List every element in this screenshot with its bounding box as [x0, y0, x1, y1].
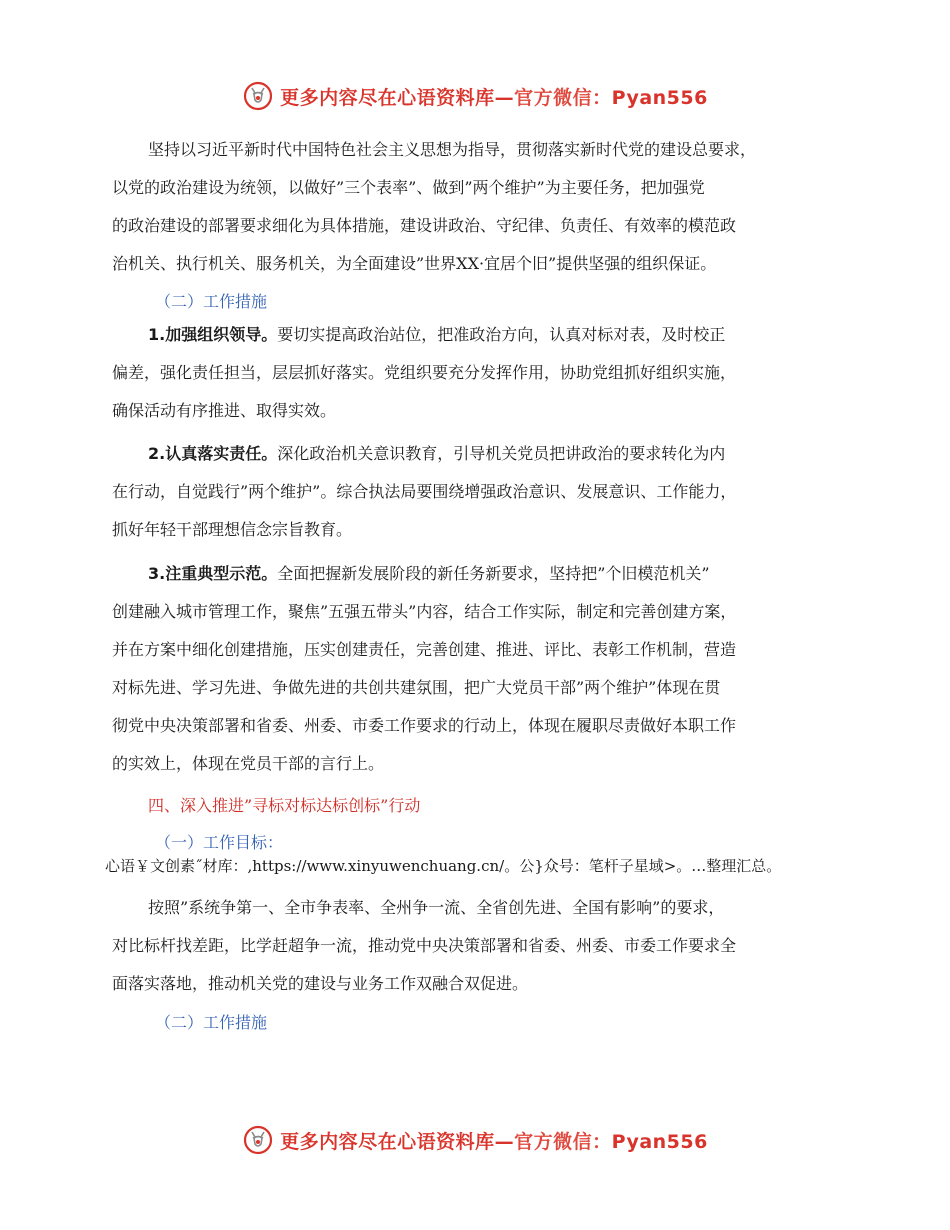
paragraph-line: 彻党中央决策部署和省委、州委、市委工作要求的行动上，体现在履职尽责做好本职工作 — [112, 716, 737, 735]
list-item: 2.认真落实责任。深化政治机关意识教育，引导机关党员把讲政治的要求转化为内 — [148, 444, 726, 463]
paragraph-line: 按照”系统争第一、全市争表率、全州争一流、全省创先进、全国有影响”的要求， — [148, 898, 725, 917]
paragraph-line: 对比标杆找差距，比学赶超争一流，推动党中央决策部署和省委、州委、市委工作要求全 — [112, 936, 737, 955]
paragraph-line: 治机关、执行机关、服务机关，为全面建设”世界XX·宜居个旧”提供坚强的组织保证。 — [112, 254, 717, 273]
section-heading: （二）工作措施 — [155, 292, 268, 311]
section-heading: （一）工作目标： — [155, 833, 284, 852]
paragraph-line: 的实效上，体现在党员干部的言行上。 — [112, 754, 385, 773]
paragraph-line: 的政治建设的部署要求细化为具体措施，建设讲政治、守纪律、负责任、有效率的模范政 — [112, 216, 737, 235]
deer-logo-icon — [242, 80, 274, 112]
paragraph-line: 并在方案中细化创建措施，压实创建责任，完善创建、推进、评比、表彰工作机制，营造 — [112, 640, 737, 659]
source-note: 心语￥文创素˝材库：,https://www.xinyuwenchuang.cn/。公}众号：笔杆子星域>。…整理汇总。 — [105, 857, 782, 875]
list-item: 1.加强组织领导。要切实提高政治站位，把准政治方向，认真对标对表，及时校正 — [148, 325, 726, 344]
paragraph-line: 面落实落地，推动机关党的建设与业务工作双融合双促进。 — [112, 974, 529, 993]
deer-logo-icon — [242, 1124, 274, 1156]
footer-banner — [0, 1120, 950, 1160]
header-banner — [0, 76, 950, 116]
paragraph-line: 抓好年轻干部理想信念宗旨教育。 — [112, 520, 353, 539]
section-heading: 四、深入推进”寻标对标达标创标”行动 — [148, 796, 421, 815]
item-title: 2.认真落实责任。 — [148, 444, 278, 463]
banner-text: 更多内容尽在心语资料库—官方微信：Pyan556 — [280, 1130, 708, 1153]
item-title: 3.注重典型示范。 — [148, 564, 278, 583]
item-title: 1.加强组织领导。 — [148, 325, 278, 344]
paragraph-line: 坚持以习近平新时代中国特色社会主义思想为指导，贯彻落实新时代党的建设总要求， — [148, 140, 757, 159]
paragraph-line: 创建融入城市管理工作，聚焦”五强五带头”内容，结合工作实际，制定和完善创建方案， — [112, 602, 737, 621]
paragraph-line: 对标先进、学习先进、争做先进的共创共建氛围，把广大党员干部”两个维护”体现在贯 — [112, 678, 721, 697]
paragraph-line: 在行动，自觉践行”两个维护”。综合执法局要围绕增强政治意识、发展意识、工作能力， — [112, 482, 737, 501]
banner-text: 更多内容尽在心语资料库—官方微信：Pyan556 — [280, 86, 708, 109]
section-heading: （二）工作措施 — [155, 1013, 268, 1032]
paragraph-line: 以党的政治建设为统领，以做好”三个表率”、做到”两个维护”为主要任务，把加强党 — [112, 178, 705, 197]
list-item: 3.注重典型示范。全面把握新发展阶段的新任务新要求，坚持把”个旧模范机关” — [148, 564, 710, 583]
paragraph-line: 确保活动有序推进、取得实效。 — [112, 401, 337, 420]
paragraph-line: 偏差，强化责任担当，层层抓好落实。党组织要充分发挥作用，协助党组抓好组织实施， — [112, 363, 737, 382]
